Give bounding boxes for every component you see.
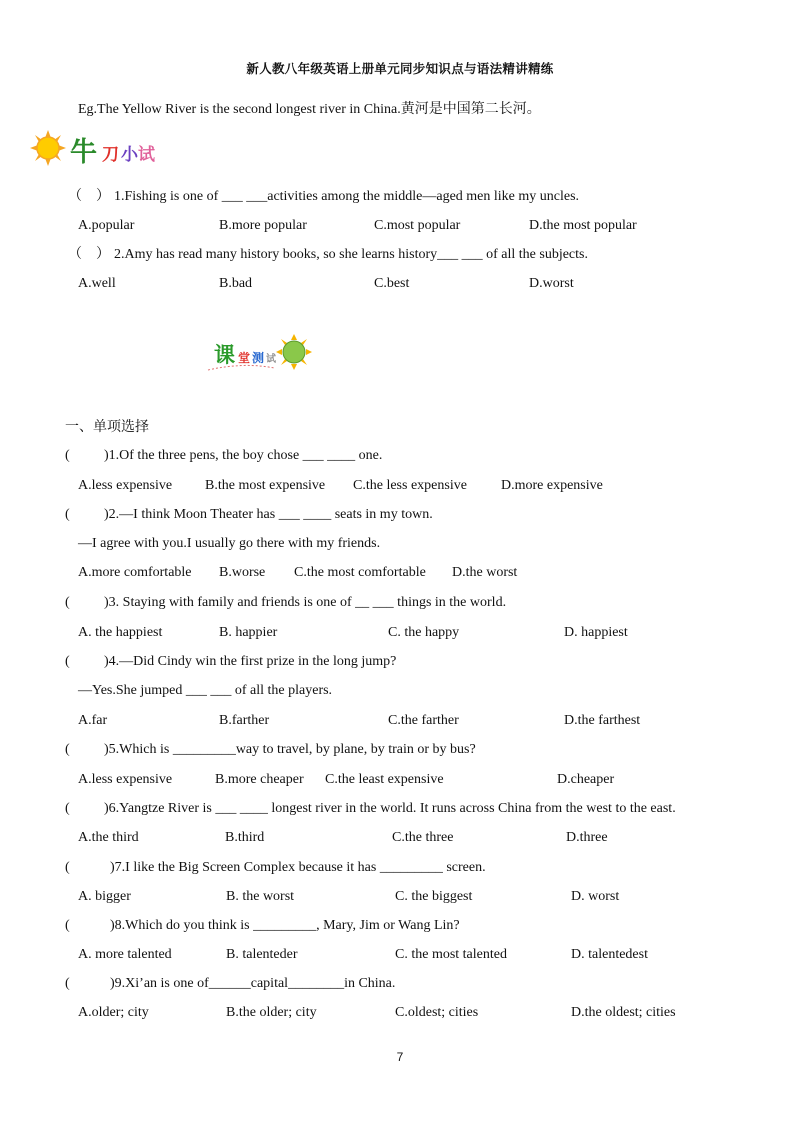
option-d: D.more expensive (501, 478, 603, 493)
banner-char-1: 课 (214, 343, 235, 367)
banner-char-4: 试 (266, 354, 276, 365)
answer-paren: ( (65, 507, 70, 522)
option-c: C.most popular (374, 218, 461, 233)
class-test-graphic (204, 332, 324, 376)
answer-paren: ( (65, 801, 70, 816)
answer-paren: ( (65, 448, 70, 463)
option-c: C.the most comfortable (294, 565, 426, 580)
question-3: )3. Staying with family and friends is one of __ ___ things in the world. (104, 595, 507, 610)
option-c: C. the biggest (395, 889, 473, 904)
option-b: B.worse (219, 565, 266, 580)
option-a: A. the happiest (78, 625, 163, 640)
question-2: )2.—I think Moon Theater has ___ ____ seats in my town. (104, 507, 433, 522)
banner-char-1: 牛 (70, 137, 97, 168)
question-8: )8.Which do you think is _________, Mary, Jim or Wang Lin? (110, 918, 460, 933)
answer-paren: ( (65, 918, 70, 933)
option-c: C.the less expensive (353, 478, 467, 493)
option-b: B. the worst (226, 889, 295, 904)
option-a: A.far (78, 713, 108, 728)
option-b: B.more popular (219, 218, 307, 233)
option-d: D. talentedest (571, 947, 648, 962)
practice-question-1: 1.Fishing is one of ___ ___activities among the middle—aged men like my uncles. (114, 189, 580, 204)
answer-paren: ( (65, 860, 70, 875)
option-d: D.the most popular (529, 218, 637, 233)
option-d: D. happiest (564, 625, 628, 640)
option-d: D. worst (571, 889, 620, 904)
option-c: C.the least expensive (325, 772, 444, 787)
option-a: A.less expensive (78, 478, 173, 493)
answer-paren: ( (65, 654, 70, 669)
banner-char-2: 刀 (102, 145, 119, 165)
option-d: D.the oldest; cities (571, 1005, 676, 1020)
option-b: B.farther (219, 713, 270, 728)
option-a: A. more talented (78, 947, 172, 962)
practice-question-2: 2.Amy has read many history books, so she learns history___ ___ of all the subjects. (114, 247, 588, 262)
question-9: )9.Xi’an is one of______capital________in China. (110, 976, 396, 991)
option-c: C.the farther (388, 713, 459, 728)
question-5: )5.Which is _________way to travel, by plane, by train or by bus? (104, 742, 476, 757)
option-a: A.well (78, 276, 116, 291)
question-4: )4.—Did Cindy win the first prize in the long jump? (104, 654, 397, 669)
banner-char-2: 堂 (238, 351, 251, 365)
answer-paren: ( (65, 976, 70, 991)
option-a: A.the third (78, 830, 139, 845)
option-c: C.best (374, 276, 410, 291)
banner-char-4: 试 (138, 145, 155, 165)
page-header: 新人教八年级英语上册单元同步知识点与语法精讲精练 (246, 61, 554, 76)
question-1: )1.Of the three pens, the boy chose ___ ____ one. (104, 448, 383, 463)
option-c: C. the most talented (395, 947, 507, 962)
answer-paren: ( (65, 742, 70, 757)
option-c: C.oldest; cities (395, 1005, 479, 1020)
question-2-reply: —I agree with you.I usually go there with my friends. (78, 536, 381, 551)
sun-icon (30, 128, 160, 172)
option-d: D.cheaper (557, 772, 615, 787)
question-7: )7.I like the Big Screen Complex because it has _________ screen. (110, 860, 486, 875)
option-a: A.older; city (78, 1005, 149, 1020)
option-b: B.the older; city (226, 1005, 317, 1020)
option-b: B.the most expensive (205, 478, 326, 493)
option-b: B.more cheaper (215, 772, 304, 787)
option-a: A.more comfortable (78, 565, 192, 580)
page-number: 7 (396, 1050, 404, 1064)
section-title: 一、单项选择 (65, 419, 149, 435)
option-c: C. the happy (388, 625, 460, 640)
option-d: D.three (566, 830, 608, 845)
option-d: D.the worst (452, 565, 518, 580)
answer-paren: （ ） (68, 189, 110, 204)
answer-paren: ( (65, 595, 70, 610)
option-b: B. talenteder (226, 947, 298, 962)
banner-char-3: 小 (121, 145, 138, 165)
option-c: C.the three (392, 830, 454, 845)
class-test-banner (204, 332, 324, 376)
option-a: A.popular (78, 218, 135, 233)
option-b: B. happier (219, 625, 278, 640)
banner-char-3: 测 (252, 351, 265, 365)
option-b: B.bad (219, 276, 253, 291)
practice-banner (30, 128, 160, 172)
question-6: )6.Yangtze River is ___ ____ longest river in the world. It runs across China from the west to the east. (104, 801, 676, 816)
option-d: D.the farthest (564, 713, 641, 728)
example-sentence: Eg.The Yellow River is the second longest river in China.黄河是中国第二长河。 (78, 102, 541, 117)
option-d: D.worst (529, 276, 574, 291)
answer-paren: （ ） (68, 247, 110, 262)
option-b: B.third (225, 830, 265, 845)
option-a: A. bigger (78, 889, 131, 904)
option-a: A.less expensive (78, 772, 173, 787)
question-4-reply: —Yes.She jumped ___ ___ of all the players. (78, 683, 333, 698)
